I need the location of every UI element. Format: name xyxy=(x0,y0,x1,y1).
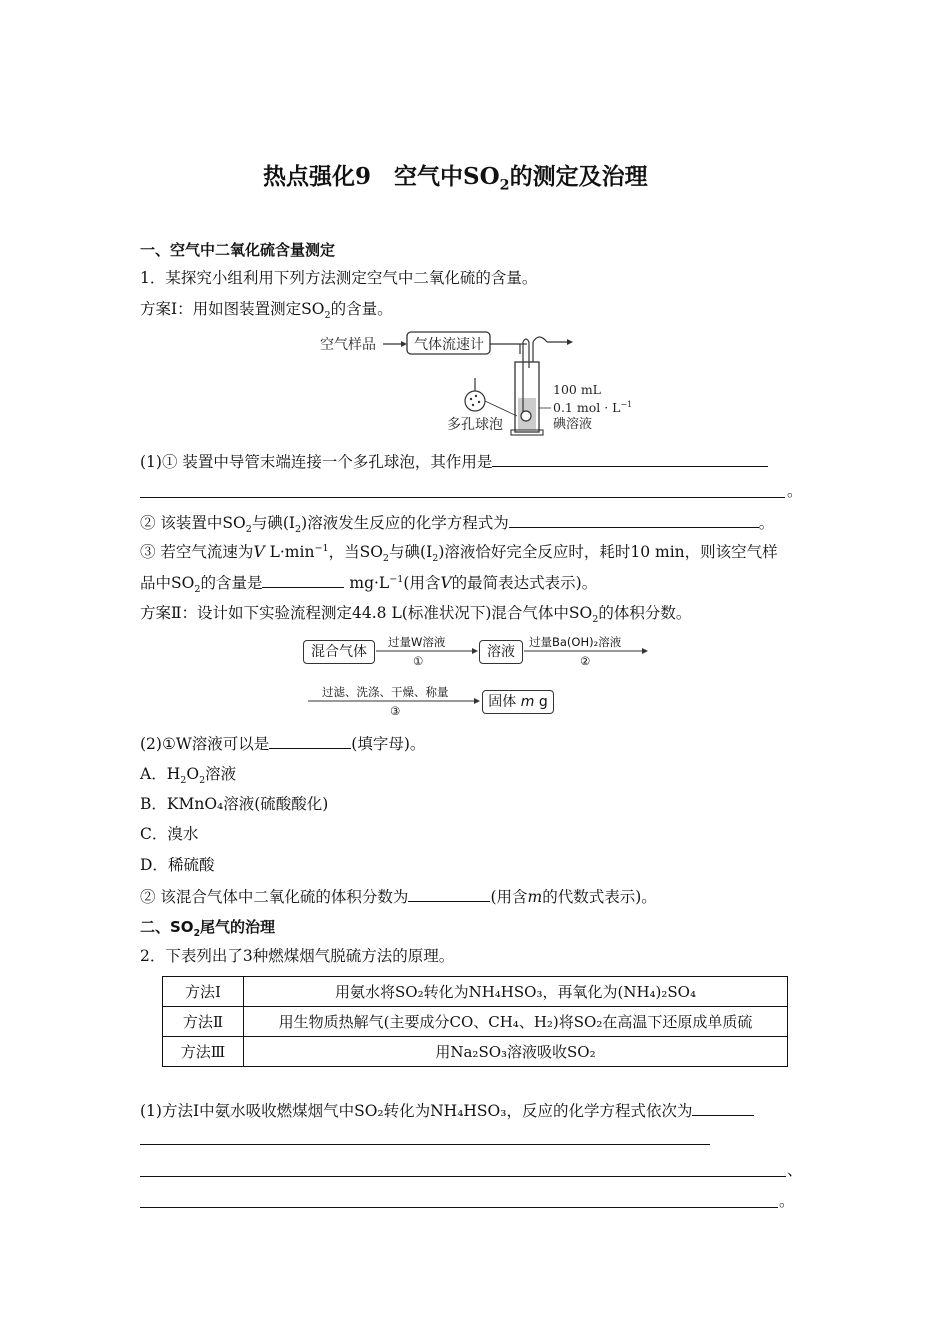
answer-blank-3[interactable] xyxy=(262,571,344,588)
description-cell: 用氨水将SO₂转化为NH₄HSO₃，再氧化为(NH₄)₂SO₄ xyxy=(244,977,788,1007)
flow-step-1: 过量W溶液 xyxy=(388,635,446,649)
option-c: C．溴水 xyxy=(140,825,199,843)
section-heading-1: 一、空气中二氧化硫含量测定 xyxy=(140,241,336,259)
answer-blank-4[interactable] xyxy=(269,732,351,749)
description-cell: 用Na₂SO₃溶液吸收SO₂ xyxy=(244,1037,788,1067)
option-d: D．稀硫酸 xyxy=(140,856,215,874)
period: 。 xyxy=(787,482,803,500)
concentration-label: 0.1 mol · $L^{-1}$ xyxy=(553,400,633,415)
flow-box-solid: 固体 m g xyxy=(482,690,554,714)
period: 。 xyxy=(779,1192,795,1210)
table-row xyxy=(163,1037,788,1067)
outlet-arrow xyxy=(567,339,573,345)
separator: 、 xyxy=(787,1161,803,1179)
arrow-1-head xyxy=(401,341,407,347)
q1-part2-1: (2)①W溶液可以是 (填字母)。 xyxy=(140,732,425,755)
flow-arrow-2 xyxy=(522,645,652,657)
flow-step-3: 过滤、洗涤、干燥、称量 xyxy=(322,685,449,699)
porous-bulb-icon xyxy=(465,391,485,411)
answer-line-2[interactable] xyxy=(140,1144,710,1145)
q1-part1-3-cont: 品中$SO_2$的含量是 $mg\cdot L^{-1}$(用含V的最简表达式表示)。 xyxy=(140,571,597,594)
question-1-intro: 1．某探究小组利用下列方法测定空气中二氧化硫的含量。 xyxy=(140,269,538,287)
page-title: 热点强化9 空气中$SO_2$的测定及治理 xyxy=(263,163,648,194)
volume-label: 100 mL xyxy=(553,382,601,397)
flow-box-mixed-gas: 混合气体 xyxy=(303,640,375,664)
bubble-in-bottle xyxy=(521,411,531,421)
answer-blank-5[interactable] xyxy=(408,885,490,902)
flow-box-solution: 溶液 xyxy=(479,640,523,664)
plan-1-text: 方案Ⅰ：用如图装置测定$SO_2$的含量。 xyxy=(140,300,393,322)
iodine-solution-label: 碘溶液 xyxy=(553,417,593,432)
flow-step-2: 过量Ba(OH)₂溶液 xyxy=(529,635,622,649)
question-2-intro: 2．下表列出了3种燃煤烟气脱硫方法的原理。 xyxy=(140,947,455,965)
option-a: A．$H_2O_2$溶液 xyxy=(140,765,237,787)
flow-arrow-1 xyxy=(374,645,482,657)
answer-blank-6[interactable] xyxy=(692,1099,754,1116)
flowmeter-label: 气体流速计 xyxy=(414,337,484,353)
table-row xyxy=(163,1007,788,1037)
option-b: B．KMnO₄溶液(硫酸酸化) xyxy=(140,795,329,813)
method-cell: 方法Ⅲ xyxy=(163,1037,244,1067)
section-heading-2: 二、$SO_2$尾气的治理 xyxy=(140,918,276,939)
porous-bulb-label: 多孔球泡 xyxy=(447,417,503,433)
methods-table xyxy=(162,976,788,1067)
q2-part1: (1)方法Ⅰ中氨水吸收燃煤烟气中SO₂转化为NH₄HSO₃，反应的化学方程式依次为 xyxy=(140,1099,754,1122)
flow-arrow-3 xyxy=(306,695,484,707)
answer-blank-2[interactable] xyxy=(509,511,759,528)
answer-line-4[interactable] xyxy=(140,1207,778,1208)
description-cell: 用生物质热解气(主要成分CO、CH₄、H₂)将SO₂在高温下还原成单质硫 xyxy=(244,1007,788,1037)
method-cell: 方法Ⅰ xyxy=(163,977,244,1007)
answer-line-3[interactable] xyxy=(140,1176,786,1177)
plan-2-text: 方案Ⅱ：设计如下实验流程测定44.8 L(标准状况下)混合气体中$SO_2$的体积分数。 xyxy=(140,604,692,626)
method-cell: 方法Ⅱ xyxy=(163,1007,244,1037)
answer-line-1[interactable] xyxy=(140,497,785,498)
q1-part1-1: (1)① 装置中导管末端连接一个多孔球泡，其作用是 xyxy=(140,450,768,473)
q1-part2-2: ② 该混合气体中二氧化硫的体积分数为 (用含m的代数式表示)。 xyxy=(140,885,657,908)
table-row xyxy=(163,977,788,1007)
q1-part1-2: ② 该装置中$SO_2$与碘$(I_2)$溶液发生反应的化学方程式为 。 xyxy=(140,511,774,534)
apparatus-diagram xyxy=(315,328,645,438)
flow-step-2-number: ② xyxy=(580,654,591,668)
answer-blank-1[interactable] xyxy=(492,450,768,467)
flow-step-3-number: ③ xyxy=(390,704,401,718)
flow-step-1-number: ① xyxy=(413,654,424,668)
air-sample-label: 空气样品 xyxy=(320,337,376,353)
q1-part1-3: ③ 若空气流速为V $L\cdot\min^{-1}$，当$SO_2$与碘$(I_2)$溶液恰好完全反应时，耗时10 min，则该空气样 xyxy=(140,542,778,565)
